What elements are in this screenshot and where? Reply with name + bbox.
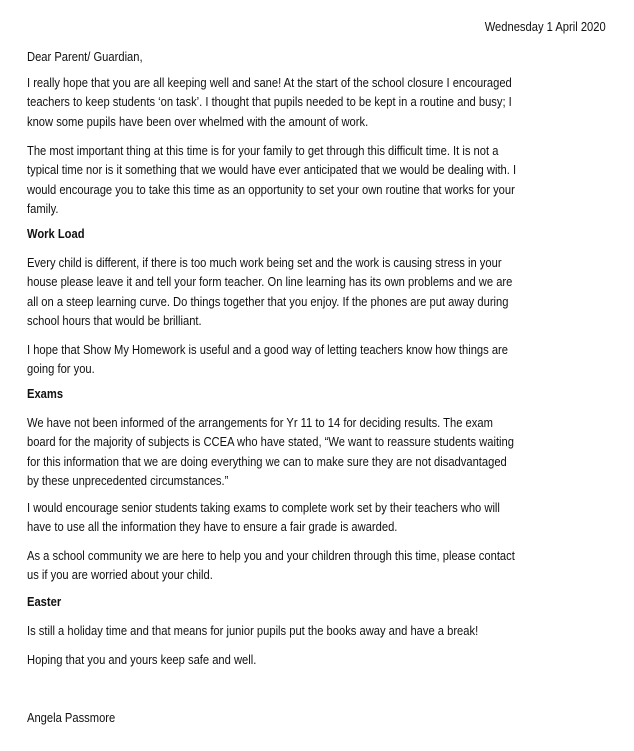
paragraph-line: know some pupils have been over whelmed with the amount of work. [27, 113, 369, 129]
paragraph-line: house please leave it and tell your form teacher. On line learning has its own problems and we are [27, 274, 513, 290]
paragraph-line: Hoping that you and yours keep safe and well. [27, 652, 257, 667]
salutation: Dear Parent/ Guardian, [27, 49, 143, 64]
signature: Angela Passmore [27, 710, 116, 725]
paragraph-line: Is still a holiday time and that means for junior pupils put the books away and have a break! [27, 623, 479, 638]
paragraph-line: going for you. [27, 361, 95, 377]
paragraph-line: teachers to keep students ‘on task’. I thought that pupils needed to be kept in a routine and busy; I [27, 94, 512, 110]
section-heading: Work Load [27, 226, 85, 241]
paragraph-line: I really hope that you are all keeping well and sane! At the start of the school closure I encouraged [27, 75, 512, 90]
paragraph-line: As a school community we are here to help you and your children through this time, please contact [27, 548, 515, 563]
section-heading: Easter [27, 594, 62, 609]
letter-date: Wednesday 1 April 2020 [484, 19, 606, 34]
paragraph-line: I hope that Show My Homework is useful and a good way of letting teachers know how things are [27, 342, 509, 357]
paragraph-line: The most important thing at this time is for your family to get through this difficult time. It is not a [27, 143, 499, 158]
paragraph-line: typical time nor is it something that we would have ever anticipated that we would be dealing with. I [27, 162, 517, 178]
paragraph-line: We have not been informed of the arrangements for Yr 11 to 14 for deciding results. The exam [27, 415, 493, 430]
paragraph-line: would encourage you to take this time as an opportunity to set your own routine that works for your [27, 181, 515, 197]
paragraph-line: I would encourage senior students taking exams to complete work set by their teachers who will [27, 500, 500, 515]
paragraph-line: by these unprecedented circumstances.” [27, 472, 229, 488]
paragraph-line: have to use all the information they have to ensure a fair grade is awarded. [27, 519, 398, 535]
paragraph-line: school hours that would be brilliant. [27, 312, 202, 328]
section-heading: Exams [27, 386, 64, 401]
paragraph-line: for this information that we are doing everything we can to make sure they are not disadvantaged [27, 453, 507, 469]
paragraph-line: family. [27, 200, 59, 216]
paragraph-line: Every child is different, if there is too much work being set and the work is causing stress in your [27, 255, 502, 270]
paragraph-line: us if you are worried about your child. [27, 567, 213, 583]
paragraph-line: board for the majority of subjects is CCEA who have stated, “We want to reassure students waiting [27, 434, 514, 450]
paragraph-line: all on a steep learning curve. Do things together that you enjoy. If the phones are put away during [27, 293, 509, 309]
